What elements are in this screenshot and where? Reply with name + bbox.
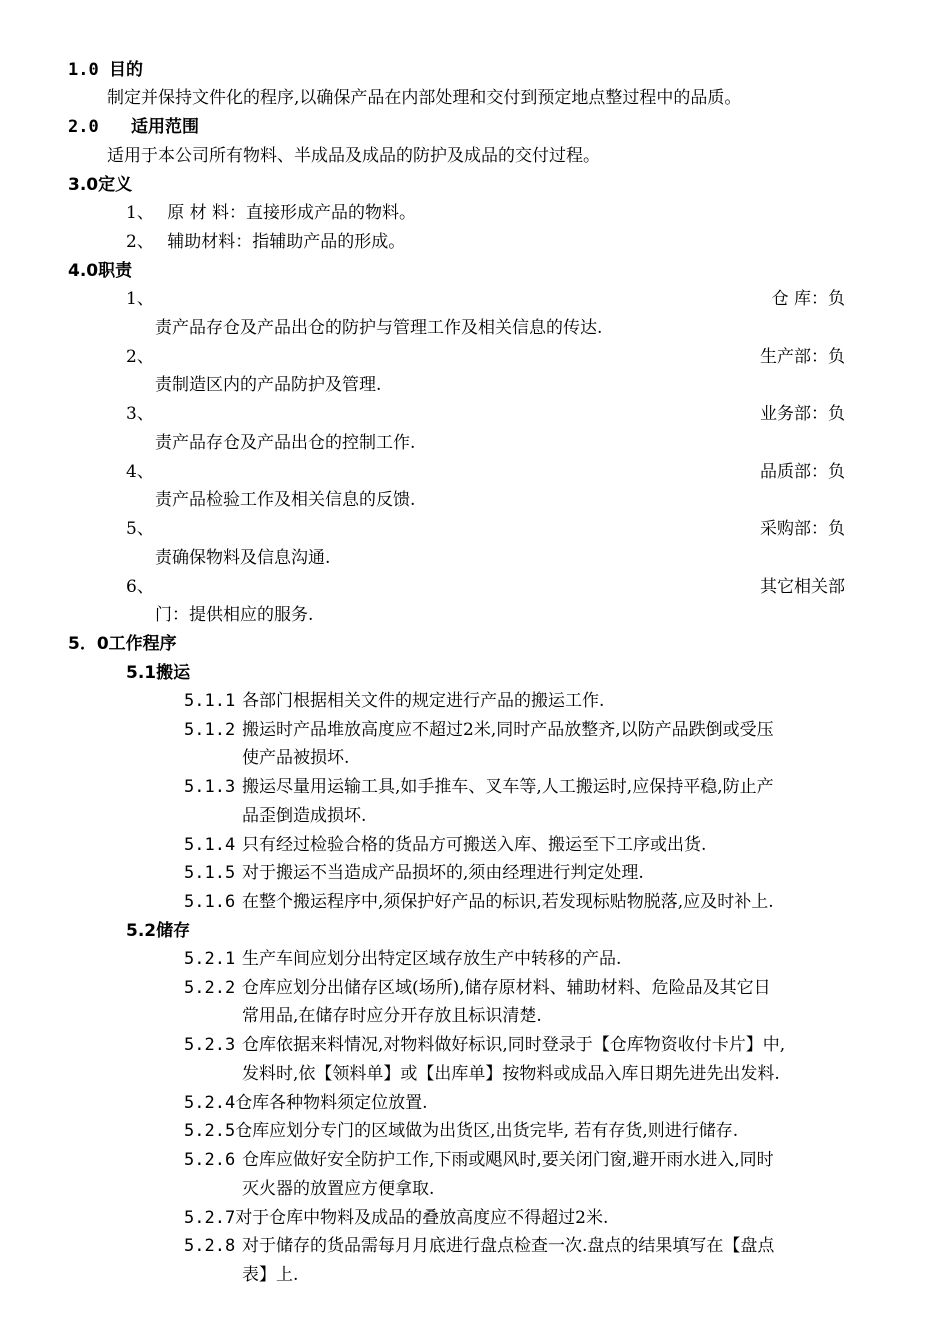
section-title: 3.0定义 <box>68 175 133 195</box>
clause-number: 5.1.1 <box>184 691 236 711</box>
responsibility-item-number: 1、 <box>126 289 154 309</box>
responsibility-item-number: 4、 <box>126 462 154 482</box>
subsection-title: 5.2储存 <box>126 921 191 941</box>
responsibility-item-number: 2、 <box>126 347 154 367</box>
responsibility-item-number: 3、 <box>126 404 154 424</box>
section-3-heading <box>68 173 132 197</box>
section-4-heading <box>68 259 132 283</box>
clause <box>184 1119 738 1143</box>
clause-text-cont: 使产品被损坏. <box>242 748 350 768</box>
item-text: 辅助材料：指辅助产品的形成。 <box>167 232 406 252</box>
section-number: 2.0 <box>68 117 99 137</box>
section-number: 1.0 <box>68 60 99 80</box>
section-5-heading <box>68 632 177 656</box>
clause-number: 5.2.1 <box>184 949 236 969</box>
clause-number: 5.1.6 <box>184 892 236 912</box>
clause-text: 仓库应划分专门的区域做为出货区,出货完毕, 若有存货,则进行储存. <box>235 1121 739 1141</box>
section-2-heading <box>68 115 199 139</box>
responsibility-item-text: 门：提供相应的服务. <box>155 605 314 625</box>
responsibility-item-text: 责产品存仓及产品出仓的防护与管理工作及相关信息的传达. <box>155 318 603 338</box>
clause-text-cont: 常用品,在储存时应分开存放且标识清楚. <box>242 1006 542 1026</box>
clause-text-cont: 表】上. <box>242 1265 299 1285</box>
clause-text: 对于储存的货品需每月月底进行盘点检查一次.盘点的结果填写在【盘点 <box>242 1236 775 1256</box>
clause-number: 5.2.7 <box>184 1208 236 1228</box>
subsection-title: 5.1搬运 <box>126 663 191 683</box>
definition-item <box>126 230 405 254</box>
section-title: 5．0工作程序 <box>68 634 177 654</box>
clause-text-cont: 发料时,依【领料单】或【出库单】按物料或成品入库日期先进先出发料. <box>242 1064 780 1084</box>
responsibility-item-text: 责确保物料及信息沟通. <box>155 548 331 568</box>
section-title: 目的 <box>108 60 143 80</box>
section-title: 4.0职责 <box>68 261 133 281</box>
clause-text: 生产车间应划分出特定区域存放生产中转移的产品. <box>242 949 622 969</box>
item-number: 1、 <box>126 203 154 223</box>
section-title: 适用范围 <box>130 117 199 137</box>
clause-number: 5.2.2 <box>184 978 236 998</box>
item-text: 原 材 料：直接形成产品的物料。 <box>167 203 417 223</box>
clause-text: 在整个搬运程序中,须保护好产品的标识,若发现标贴物脱落,应及时补上. <box>242 892 774 912</box>
clause-text: 仓库应做好安全防护工作,下雨或飓风时,要关闭门窗,避开雨水进入,同时 <box>242 1150 774 1170</box>
section-1-heading <box>68 58 143 82</box>
clause-number: 5.1.2 <box>184 720 236 740</box>
clause-number: 5.2.5 <box>184 1121 236 1141</box>
item-number: 2、 <box>126 232 154 252</box>
clause-text-cont: 灭火器的放置应方便拿取. <box>242 1179 435 1199</box>
responsibility-item-dept: 仓 库：负 <box>771 289 845 309</box>
responsibility-item-dept: 品质部：负 <box>760 462 845 482</box>
clause-text: 各部门根据相关文件的规定进行产品的搬运工作. <box>242 691 605 711</box>
clause-number: 5.1.5 <box>184 863 236 883</box>
clause-number: 5.2.6 <box>184 1150 236 1170</box>
section-1-body: 制定并保持文件化的程序,以确保产品在内部处理和交付到预定地点整过程中的品质。 <box>107 88 742 108</box>
responsibility-item-dept: 业务部：负 <box>760 404 845 424</box>
clause-text: 对于搬运不当造成产品损坏的,须由经理进行判定处理. <box>242 863 644 883</box>
clause-text: 对于仓库中物料及成品的叠放高度应不得超过2米. <box>235 1208 609 1228</box>
clause-text-cont: 品歪倒造成损坏. <box>242 806 367 826</box>
subsection-5-2-heading <box>126 919 190 943</box>
clause-number: 5.2.3 <box>184 1035 236 1055</box>
clause-text: 搬运尽量用运输工具,如手推车、叉车等,人工搬运时,应保持平稳,防止产 <box>242 777 774 797</box>
clause-text: 搬运时产品堆放高度应不超过2米,同时产品放整齐,以防产品跌倒或受压 <box>242 720 774 740</box>
clause-text: 只有经过检验合格的货品方可搬送入库、搬运至下工序或出货. <box>242 835 707 855</box>
clause-number: 5.2.8 <box>184 1236 236 1256</box>
clause-number: 5.1.4 <box>184 835 236 855</box>
responsibility-item-text: 责制造区内的产品防护及管理. <box>155 375 382 395</box>
clause-text: 仓库依据来料情况,对物料做好标识,同时登录于【仓库物资收付卡片】中, <box>242 1035 786 1055</box>
responsibility-item-text: 责产品存仓及产品出仓的控制工作. <box>155 433 416 453</box>
responsibility-item-dept: 采购部：负 <box>760 519 845 539</box>
responsibility-item-number: 6、 <box>126 577 154 597</box>
section-2-body: 适用于本公司所有物料、半成品及成品的防护及成品的交付过程。 <box>107 146 600 166</box>
responsibility-item-dept: 生产部：负 <box>760 347 845 367</box>
definition-item <box>126 201 416 225</box>
clause-text: 仓库各种物料须定位放置. <box>235 1093 428 1113</box>
clause-number: 5.1.3 <box>184 777 236 797</box>
responsibility-item-number: 5、 <box>126 519 154 539</box>
clause <box>184 1091 428 1115</box>
clause-number: 5.2.4 <box>184 1093 236 1113</box>
subsection-5-1-heading <box>126 661 190 685</box>
responsibility-item-text: 责产品检验工作及相关信息的反馈. <box>155 490 416 510</box>
clause-text: 仓库应划分出储存区域(场所),储存原材料、辅助材料、危险品及其它日 <box>242 978 771 998</box>
responsibility-item-dept: 其它相关部 <box>760 577 845 597</box>
clause <box>184 1206 608 1230</box>
